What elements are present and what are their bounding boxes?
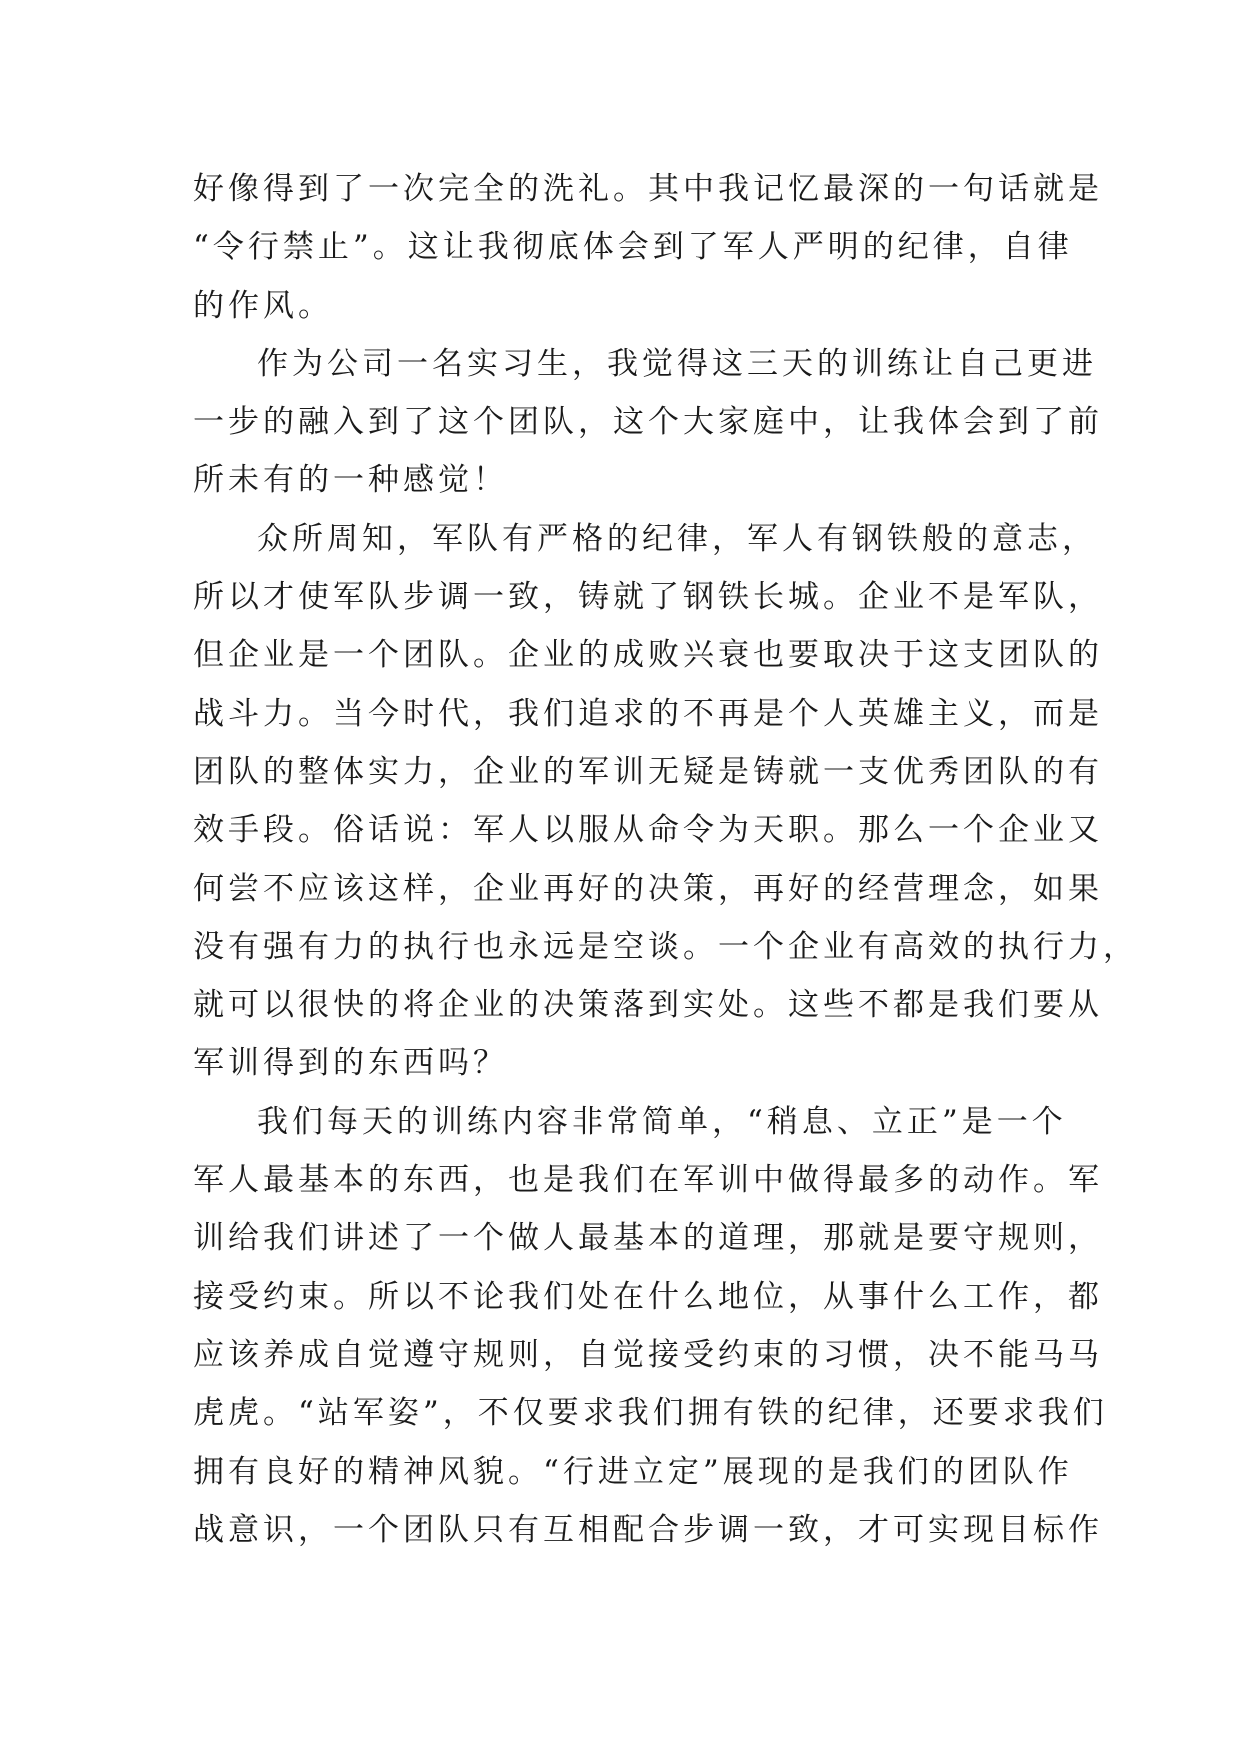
text-line: 战意识，一个团队只有互相配合步调一致，才可实现目标作 (193, 1511, 1103, 1548)
text-line: 训给我们讲述了一个做人最基本的道理，那就是要守规则， (193, 1220, 1103, 1257)
document-body (193, 160, 1138, 1559)
text-line: 战斗力。当今时代，我们追求的不再是个人英雄主义，而是 (193, 695, 1103, 732)
text-line: 军人最基本的东西，也是我们在军训中做得最多的动作。军 (193, 1162, 1103, 1199)
text-line: 一步的融入到了这个团队，这个大家庭中，让我体会到了前 (193, 404, 1103, 441)
text-line: 拥有良好的精神风貌。“行进立定”展现的是我们的团队作 (193, 1453, 1073, 1490)
text-line: 接受约束。所以不论我们处在什么地位，从事什么工作，都 (193, 1278, 1103, 1315)
text-line: 众所周知，军队有严格的纪律，军人有钢铁般的意志， (257, 520, 1097, 557)
text-line: 虎虎。“站军姿”，不仅要求我们拥有铁的纪律，还要求我们 (193, 1395, 1108, 1432)
paragraph-4 (193, 1093, 1108, 1559)
text-line: 军训得到的东西吗？ (193, 1045, 508, 1082)
text-line: 效手段。俗话说：军人以服从命令为天职。那么一个企业又 (193, 812, 1103, 849)
text-line: 的作风。 (193, 287, 333, 324)
text-line: 团队的整体实力，企业的军训无疑是铸就一支优秀团队的有 (193, 753, 1103, 790)
text-line: 作为公司一名实习生，我觉得这三天的训练让自己更进 (257, 345, 1097, 382)
text-line: 好像得到了一次完全的洗礼。其中我记忆最深的一句话就是 (193, 171, 1103, 207)
text-line: 何尝不应该这样，企业再好的决策，再好的经营理念，如果 (193, 870, 1103, 907)
text-line: 所以才使军队步调一致，铸就了钢铁长城。企业不是军队， (193, 579, 1103, 616)
text-line: 但企业是一个团队。企业的成败兴衰也要取决于这支团队的 (193, 637, 1103, 674)
text-line: 所未有的一种感觉！ (193, 462, 508, 499)
text-line: 应该养成自觉遵守规则，自觉接受约束的习惯，决不能马马 (193, 1336, 1103, 1373)
text-line: 就可以很快的将企业的决策落到实处。这些不都是我们要从 (193, 987, 1103, 1024)
text-line: 我们每天的训练内容非常简单，“稍息、立正”是一个 (257, 1103, 1067, 1140)
text-line: “令行禁止”。这让我彻底体会到了军人严明的纪律，自律 (193, 229, 1073, 266)
text-line: 没有强有力的执行也永远是空谈。一个企业有高效的执行力， (193, 928, 1138, 965)
paragraph-1 (193, 160, 1103, 335)
paragraph-3 (193, 510, 1138, 1093)
paragraph-2 (193, 335, 1103, 510)
